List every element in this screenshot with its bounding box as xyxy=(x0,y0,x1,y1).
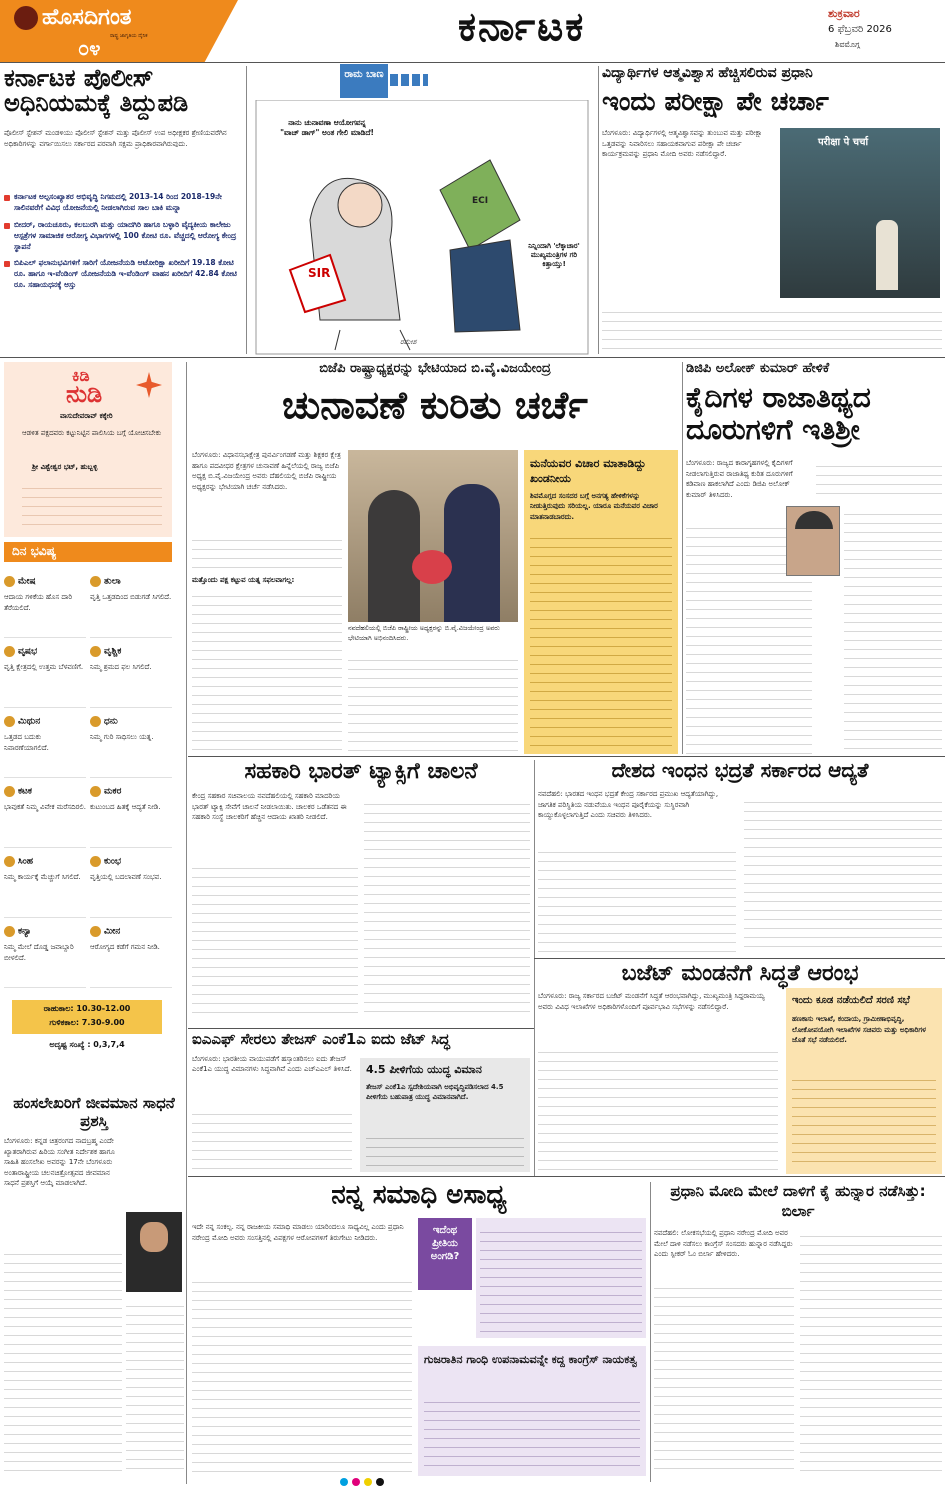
horoscope-sign-text: ಆರೋಗ್ಯದ ಕಡೆಗೆ ಗಮನ ನೀಡಿ. xyxy=(90,943,160,951)
taxi-article xyxy=(192,760,530,1026)
horoscope-sign xyxy=(90,638,172,708)
vijayendra-article xyxy=(192,362,678,754)
hamsalekha-headline[interactable]: ಹಂಸಲೇಖರಿಗೆ ಜೀವಮಾನ ಸಾಧನೆ ಪ್ರಶಸ್ತಿ xyxy=(13,1094,175,1130)
zodiac-icon xyxy=(4,856,15,867)
tejas-body: ಬೆಂಗಳೂರು: ಭಾರತೀಯ ವಾಯುಪಡೆಗೆ ಹಸ್ತಾಂತರಿಸಲು ಐದು ತೇಜಸ್ ಎಂಕೆ1ಎ ಯುದ್ಧ ವಿಮಾನಗಳು ಸಿದ್ಧವಾಗಿವೆ ಎಂದು ಎಚ್‌ಎಎಲ್ ತಿಳಿಸಿದೆ. xyxy=(192,1054,352,1074)
kidi-lines xyxy=(22,480,162,530)
taxi-headline[interactable]: ಸಹಕಾರಿ ಭಾರತ್ ಟ್ಯಾಕ್ಸಿಗೆ ಚಾಲನೆ xyxy=(244,759,478,784)
horoscope-sign-name: ವೃಶ್ಚಿಕ xyxy=(104,646,122,657)
horoscope-sign-name: ಕಟಕ xyxy=(18,786,32,797)
dgp-headline[interactable]: ಕೈದಿಗಳ ರಾಜಾತಿಥ್ಯದ ದೂರುಗಳಿಗೆ ಇತಿಶ್ರೀ xyxy=(686,380,871,446)
fuel-headline[interactable]: ದೇಶದ ಇಂಧನ ಭದ್ರತೆ ಸರ್ಕಾರದ ಆದ್ಯತೆ xyxy=(611,758,869,782)
masthead xyxy=(0,0,945,62)
taxi-body: ಕೇಂದ್ರ ಸಹಕಾರ ಸಚಿವಾಲಯ ನವದೆಹಲಿಯಲ್ಲಿ ಸಹಕಾರಿ ಮಾದರಿಯ ಭಾರತ್ ಟ್ಯಾಕ್ಸಿ ಸೇವೆಗೆ ಚಾಲನೆ ನೀಡಲಾಯಿತು. ಚಾಲಕರ ಒಡೆತನದ ಈ ಸಹಕಾರಿ ಸಂಸ್ಥೆ ಚಾಲಕರಿಗೆ ಹೆಚ್ಚಿನ ಆದಾಯ ಖಾತರಿ ನೀಡಲಿದೆ. xyxy=(192,792,347,822)
horoscope-sign-text: ನಿಮ್ಮ ಗುರಿ ಸಾಧಿಸಲು ಯತ್ನ. xyxy=(90,733,154,741)
police-bullet: ಬೀದರ್, ರಾಯಚೂರು, ಕಲಬುರಗಿ ಮತ್ತು ಯಾದಗಿರಿ ಹಾಗೂ ಬಳ್ಳಾರಿ ವೈದ್ಯಕೀಯ ಕಾಲೇಜು ಆಸ್ಪತ್ರೆಗಳ ಸಾಮಾಜಿಕ ಆರೋಗ್ಯ ವಿಭಾಗಗಳಲ್ಲಿ 100 ಕೋಟಿ ರೂ. ವೆಚ್ಚದಲ್ಲಿ ಆರೋಗ್ಯ ಕೇಂದ್ರ ಸ್ಥಾಪನೆ xyxy=(4,220,242,253)
samadhi-body: ಇದೇ ನನ್ನ ಸಂಕಲ್ಪ. ನನ್ನ ರಾಜಕೀಯ ಸಮಾಧಿ ಮಾಡಲು ಯಾರಿಂದಲೂ ಸಾಧ್ಯವಿಲ್ಲ ಎಂದು ಪ್ರಧಾನಿ ನರೇಂದ್ರ ಮೋದಿ ಅವರು ಸಂಸತ್ತಿನಲ್ಲಿ ವಿಪಕ್ಷಗಳ ಆರೋಪಗಳಿಗೆ ತಿರುಗೇಟು ನೀಡಿದರು. xyxy=(192,1223,404,1242)
budget-side-box xyxy=(786,988,942,1174)
gujarat-lines xyxy=(424,1394,640,1472)
guli-kala: ಗುಳಿಕಕಾಲ: 7.30-9.00 xyxy=(49,1018,125,1027)
dgp-body-right-2 xyxy=(844,506,942,754)
horoscope-sign xyxy=(4,568,86,638)
hamsalekha-continued-2 xyxy=(126,1298,184,1476)
horoscope-title: ದಿನ ಭವಿಷ್ಯ xyxy=(4,542,172,562)
budget-body-cont xyxy=(538,1044,778,1172)
horoscope-sign-name: ಸಿಂಹ xyxy=(18,856,34,867)
horoscope-sign-name: ಕುಂಭ xyxy=(104,856,122,867)
cartoon-tag-sir: SIR xyxy=(308,266,331,280)
newspaper-logo[interactable]: ಹೊಸದಿಗಂತ xyxy=(42,5,132,30)
horoscope-sign-text: ಕುಟುಂಬದ ಹಿತಕ್ಕೆ ಆದ್ಯತೆ ನೀಡಿ. xyxy=(90,803,161,811)
vijayendra-side-box xyxy=(524,450,678,754)
pariksha-body: ಬೆಂಗಳೂರು: ವಿದ್ಯಾರ್ಥಿಗಳಲ್ಲಿ ಆತ್ಮವಿಶ್ವಾಸವನ್ನು ತುಂಬುವ ಮತ್ತು ಪರೀಕ್ಷಾ ಒತ್ತಡವನ್ನು ನಿವಾರಿಸಲು ಸಹಾಯಕವಾಗುವ ಪರೀಕ್ಷಾ ಪೇ ಚರ್ಚಾ ಕಾರ್ಯಕ್ರಮವನ್ನು ಪ್ರಧಾನಿ ಮೋದಿ ಅವರು ನಡೆಸಲಿದ್ದಾರೆ. xyxy=(602,129,763,158)
horoscope-sign-text: ನಿಮ್ಮ ಶ್ರಮದ ಫಲ ಸಿಗಲಿದೆ. xyxy=(90,663,152,671)
vijayendra-body: ಬೆಂಗಳೂರು: ವಿಧಾನಸಭಾಕ್ಷೇತ್ರ ಪುನರ್ವಿಂಗಡಣೆ ಮತ್ತು ಶಿಕ್ಷಕರ ಕ್ಷೇತ್ರ ಹಾಗೂ ಪದವೀಧರ ಕ್ಷೇತ್ರಗಳ ಚುನಾವಣೆ ಹಿನ್ನೆಲೆಯಲ್ಲಿ ರಾಜ್ಯ ಬಿಜೆಪಿ ಅಧ್ಯಕ್ಷ ಬಿ.ವೈ.ವಿಜಯೇಂದ್ರ ಅವರು ದೆಹಲಿಯಲ್ಲಿ ಬಿಜೆಪಿ ರಾಷ್ಟ್ರೀಯ ಅಧ್ಯಕ್ಷರನ್ನು ಭೇಟಿಯಾಗಿ ಚರ್ಚೆ ನಡೆಸಿದರು. xyxy=(192,451,341,491)
kidi-nudi-box xyxy=(4,362,172,537)
horoscope-sign-name: ಮಕರ xyxy=(104,786,122,797)
horoscope-sign xyxy=(4,708,86,778)
vijayendra-subhead: ಮತ್ತೊಂದು ಪಕ್ಷ ಕಟ್ಟುವ ಯತ್ನ ಸಫಲವಾಗಲ್ಲ: xyxy=(192,576,295,584)
dgp-body: ಬೆಂಗಳೂರು: ರಾಜ್ಯದ ಕಾರಾಗೃಹಗಳಲ್ಲಿ ಕೈದಿಗಳಿಗೆ ನೀಡಲಾಗುತ್ತಿರುವ ರಾಜಾತಿಥ್ಯ ಕುರಿತ ದೂರುಗಳಿಗೆ ಕಡಿವಾಣ ಹಾಕಲಾಗಿದೆ ಎಂದು ಡಿಜಿಪಿ ಅಲೋಕ್ ಕುಮಾರ್ ತಿಳಿಸಿದರು. xyxy=(686,459,793,499)
birla-article xyxy=(654,1182,942,1482)
cartoon-drawing xyxy=(250,100,594,356)
police-bullet: ಕರ್ನಾಟಕ ಅಲ್ಪಸಂಖ್ಯಾತರ ಅಭಿವೃದ್ಧಿ ನಿಗಮದಲ್ಲಿ 2013-14 ರಿಂದ 2018-19ನೇ ಸಾಲಿನವರೆಗೆ ವಿವಿಧ ಯೋಜನೆಯಲ್ಲಿ ನೀಡಲಾಗಿರುವ ಸಾಲ ಬಾಕಿ ಮನ್ನಾ xyxy=(4,192,242,214)
budget-article xyxy=(538,962,942,1174)
cartoonist-signature: ರಮೇಶ xyxy=(400,338,417,346)
gujarat-box xyxy=(418,1346,646,1476)
zodiac-icon xyxy=(4,716,15,727)
photo-person-right xyxy=(444,484,500,622)
zodiac-icon xyxy=(90,926,101,937)
day: ಶುಕ್ರವಾರ xyxy=(828,7,860,20)
hamsalekha-continued xyxy=(4,1246,122,1476)
tejas-headline[interactable]: ಐಎಎಫ್ ಸೇರಲು ತೇಜಸ್ ಎಂಕೆ1ಎ ಐದು ಜೆಟ್ ಸಿದ್ಧ xyxy=(192,1030,450,1048)
horoscope-sign xyxy=(90,778,172,848)
horoscope-sign-text: ವೃತ್ತಿ ಒತ್ತಡದಿಂದ ಬಿಡುಗಡೆ ಸಿಗಲಿದೆ. xyxy=(90,593,172,601)
samadhi-right-lines xyxy=(480,1224,642,1334)
tejas-box-title[interactable]: 4.5 ಪೀಳಿಗೆಯ ಯುದ್ಧ ವಿಮಾನ xyxy=(366,1063,482,1076)
zodiac-icon xyxy=(90,646,101,657)
budget-box-title[interactable]: ಇಂದು ಕೂಡ ನಡೆಯಲಿದೆ ಸರಣಿ ಸಭೆ xyxy=(792,995,910,1006)
pariksha-continued-text xyxy=(602,304,942,354)
flame-logo-icon xyxy=(14,6,38,30)
cartoon-tag-eci: ECI xyxy=(472,196,489,206)
pariksha-headline[interactable]: ಇಂದು ಪರೀಕ್ಷಾ ಪೇ ಚರ್ಚಾ xyxy=(602,86,829,117)
cartoon-speech-left: ನಾನು ಚುನಾವಣಾ ಆಯೋಗವನ್ನ "ವಾಚ್ ಡಾಗ್" ಅಂತ ಗೇಲಿ ಮಾಡಿದೆ! xyxy=(280,118,374,137)
side-box-lines xyxy=(530,530,672,746)
dgp-hair xyxy=(795,511,833,529)
police-headline[interactable]: ಕರ್ನಾಟಕ ಪೊಲೀಸ್ ಅಧಿನಿಯಮಕ್ಕೆ ತಿದ್ದುಪಡಿ xyxy=(4,66,189,118)
dgp-article xyxy=(686,362,942,754)
nudi-title: ನುಡಿ xyxy=(66,380,103,408)
side-box-body: ಶಿವಮೊಗ್ಗದ ಸಂಸದರ ಬಗ್ಗೆ ಅನಗತ್ಯ ಹೇಳಿಕೆಗಳನ್ನು ನೀಡುತ್ತಿರುವುದು ಸರಿಯಲ್ಲ. ಯಾರೂ ಮನೆಯವರ ವಿಚಾರ ಮಾತನಾಡಬಾರದು. xyxy=(530,491,658,521)
kidi-body: ಆಡಳಿತ ಪಕ್ಷದವರು ಕಟ್ಟುನಿಟ್ಟಿನ ಪಾಲಿಸಿಯ ಬಗ್ಗೆ ಯೋಚಿಸಬೇಕು xyxy=(22,429,162,437)
horoscope-sign-name: ಮೇಷ xyxy=(18,576,36,587)
horoscope-sign-name: ಮಿಥುನ xyxy=(18,716,41,727)
horoscope-sign xyxy=(4,918,86,988)
dgp-body-right xyxy=(816,458,942,502)
section-title: ಕರ್ನಾಟಕ xyxy=(458,4,586,50)
vijayendra-body-cont-3 xyxy=(348,652,518,754)
dgp-kicker[interactable]: ಡಿಜಿಪಿ ಅಲೋಕ್ ಕುಮಾರ್ ಹೇಳಿಕೆ xyxy=(686,361,830,376)
horoscope-sign-text: ವೃತ್ತಿಯಲ್ಲಿ ಬದಲಾವಣೆ ಸಂಭವ. xyxy=(90,873,162,881)
horoscope-sign xyxy=(4,848,86,918)
horoscope-sign xyxy=(90,708,172,778)
horoscope-sign-text: ಆದಾಯ ಗಳಿಕೆಯ ಹೊಸ ದಾರಿ ತೆರೆಯಲಿದೆ. xyxy=(4,593,73,612)
tejas-body-cont xyxy=(192,1106,352,1170)
horoscope-sign-text: ವೃತ್ತಿ ಕ್ಷೇತ್ರದಲ್ಲಿ ಉತ್ತಮ ಬೆಳವಣಿಗೆ. xyxy=(4,663,84,671)
fuel-article xyxy=(538,760,942,956)
hamsalekha-article xyxy=(4,1094,184,1484)
birla-headline[interactable]: ಪ್ರಧಾನಿ ಮೋದಿ ಮೇಲೆ ದಾಳಿಗೆ ಕೈ ಹುನ್ನಾರ ನಡೆಸಿತ್ತು: ಬಿರ್ಲಾ xyxy=(670,1182,926,1220)
zodiac-icon xyxy=(4,786,15,797)
vijayendra-photo xyxy=(348,450,518,622)
horoscope-sign-text: ಭಾವುಕತೆ ನಿಮ್ಮ ವಿವೇಕ ಮರೆಸದಿರಲಿ. xyxy=(4,803,86,811)
pariksha-article xyxy=(602,66,942,356)
dgp-photo xyxy=(786,506,840,576)
date: 6 ಫೆಬ್ರವರಿ 2026 xyxy=(828,24,892,35)
cartoon xyxy=(250,66,594,356)
horoscope-sign-name: ವೃಷಭ xyxy=(18,646,38,657)
side-box-title[interactable]: ಮನೆಯವರ ವಿಚಾರ ಮಾತಾಡಿದ್ದು ಖಂಡನೀಯ xyxy=(530,457,646,486)
horoscope-sign-text: ನಿಮ್ಮ ಕಾರ್ಯಕ್ಕೆ ಮೆಚ್ಚುಗೆ ಸಿಗಲಿದೆ. xyxy=(4,873,81,881)
vijayendra-body-cont-2 xyxy=(192,588,342,754)
pariksha-kicker[interactable]: ವಿದ್ಯಾರ್ಥಿಗಳ ಆತ್ಮವಿಶ್ವಾಸ ಹೆಚ್ಚಿಸಲಿರುವ ಪ್ರಧಾನಿ xyxy=(602,65,813,81)
police-article xyxy=(4,66,242,356)
horoscope-sign-name: ತುಲಾ xyxy=(104,576,121,587)
zodiac-icon xyxy=(4,646,15,657)
arrow-icon xyxy=(390,74,428,86)
page-number: ೦೪ xyxy=(78,36,101,60)
horoscope-sign xyxy=(90,568,172,638)
tejas-box-body: ತೇಜಸ್ ಎಂಕೆ1ಎ ಸ್ವದೇಶಿಯವಾಗಿ ಅಭಿವೃದ್ಧಿಪಡಿಸಲಾದ 4.5 ಪೀಳಿಗೆಯ ಬಹುಪಾತ್ರ ಯುದ್ಧ ವಿಮಾನವಾಗಿದೆ. xyxy=(366,1082,504,1102)
cartoon-speech-right: ನಿನ್ನಿಂದಾಗಿ 'ಲೆಕ್ಕಾಚಾರ' ಮುಖ್ಯಮಂತ್ರಿಗಳ ಗರಿ ಕಿತ್ತಾಯ್ತು! xyxy=(528,242,580,269)
kidi-author: ವಾಸುದೇವರಾವ್ ಕಕ್ಕೇರಿ xyxy=(60,412,113,420)
tejas-article xyxy=(192,1032,530,1172)
samadhi-headline[interactable]: ನನ್ನ ಸಮಾಧಿ ಅಸಾಧ್ಯ xyxy=(331,1180,507,1210)
birla-body: ನವದೆಹಲಿ: ಲೋಕಸಭೆಯಲ್ಲಿ ಪ್ರಧಾನಿ ನರೇಂದ್ರ ಮೋದಿ ಅವರ ಮೇಲೆ ದಾಳಿ ನಡೆಸಲು ಕಾಂಗ್ರೆಸ್ ಸಂಸದರು ಹುನ್ನಾರ ನಡೆಸಿದ್ದರು ಎಂದು ಸ್ಪೀಕರ್ ಓಂ ಬಿರ್ಲಾ ಹೇಳಿದರು. xyxy=(654,1229,793,1258)
vijayendra-headline[interactable]: ಚುನಾವಣೆ ಕುರಿತು ಚರ್ಚೆ xyxy=(282,382,588,427)
tejas-box-lines xyxy=(366,1130,524,1166)
vijayendra-body-cont xyxy=(192,532,342,574)
tejas-side-box xyxy=(360,1058,530,1172)
horoscope-sign xyxy=(90,918,172,988)
zodiac-icon xyxy=(90,716,101,727)
pariksha-screen-text: परीक्षा पे चर्चा xyxy=(818,137,869,148)
taxi-body-right xyxy=(364,796,530,1020)
tagline: ರಾಷ್ಟ್ರ ಜಾಗೃತಿಯ ದೈನಿಕ xyxy=(110,33,148,39)
vijayendra-kicker[interactable]: ಬಿಜೆಪಿ ರಾಷ್ಟ್ರಾಧ್ಯಕ್ಷರನ್ನು ಭೇಟಿಯಾದ ಬಿ.ವೈ.ವಿಜಯೇಂದ್ರ xyxy=(319,361,551,376)
hamsalekha-photo xyxy=(126,1212,182,1292)
zodiac-icon xyxy=(90,576,101,587)
fuel-body-right xyxy=(744,794,942,954)
budget-box-body: ಹಣಕಾಸು ಇಲಾಖೆ, ಕಂದಾಯ, ಗ್ರಾಮೀಣಾಭಿವೃದ್ಧಿ, ಲೋಕೋಪಯೋಗಿ ಇಲಾಖೆಗಳ ಸಚಿವರು ಮತ್ತು ಅಧಿಕಾರಿಗಳ ಜೊತೆ ಸಭೆ ನಡೆಯಲಿದೆ. xyxy=(792,1015,926,1044)
fuel-body: ನವದೆಹಲಿ: ಭಾರತದ ಇಂಧನ ಭದ್ರತೆ ಕೇಂದ್ರ ಸರ್ಕಾರದ ಪ್ರಮುಖ ಆದ್ಯತೆಯಾಗಿದ್ದು, ಜಾಗತಿಕ ಪರಿಸ್ಥಿತಿಯ ನಡುವೆಯೂ ಇಂಧನ ಪೂರೈಕೆಯನ್ನು ಸುಸ್ಥಿರವಾಗಿ ಕಾಯ್ದುಕೊಳ್ಳಲಾಗುತ್ತಿದೆ ಎಂದು ಸಚಿವರು ತಿಳಿಸಿದರು. xyxy=(538,790,719,819)
budget-body: ಬೆಂಗಳೂರು: ರಾಜ್ಯ ಸರ್ಕಾರದ ಬಜೆಟ್ ಮಂಡನೆಗೆ ಸಿದ್ಧತೆ ಆರಂಭವಾಗಿದ್ದು, ಮುಖ್ಯಮಂತ್ರಿ ಸಿದ್ದರಾಮಯ್ಯ ಅವರು ವಿವಿಧ ಇಲಾಖೆಗಳ ಅಧಿಕಾರಿಗಳೊಂದಿಗೆ ಪೂರ್ವಭಾವಿ ಸಭೆಗಳನ್ನು ನಡೆಸಲಿದ್ದಾರೆ. xyxy=(538,992,765,1011)
budget-headline[interactable]: ಬಜೆಟ್ ಮಂಡನೆಗೆ ಸಿದ್ಧತೆ ಆರಂಭ xyxy=(621,961,859,986)
kidi-title: ಕಿಡಿ xyxy=(72,366,90,385)
kidi-quote: ಶ್ರೀ ವಿಶ್ವೇಶ್ವರ ಭಟ್, ಹುಬ್ಬಳ್ಳಿ xyxy=(32,463,98,471)
birla-body-cont xyxy=(654,1280,794,1476)
taxi-body-cont xyxy=(192,860,358,1020)
horoscope-sign-text: ನಿಮ್ಮ ಮೇಲೆ ದೊಡ್ಡ ಜವಾಬ್ದಾರಿ ಬೀಳಲಿದೆ. xyxy=(4,943,74,962)
city: ಶಿವಮೊಗ್ಗ xyxy=(835,40,860,49)
police-bullets xyxy=(4,192,242,291)
spark-icon xyxy=(136,372,162,398)
horoscope-grid xyxy=(4,568,172,988)
horoscope-sign xyxy=(4,778,86,848)
horoscope-sign xyxy=(4,638,86,708)
horoscope-sign-text: ಒತ್ತಡದ ಬದುಕು ನಿವಾರಣೆಯಾಗಲಿದೆ. xyxy=(4,733,49,752)
gujarat-title[interactable]: ಗುಜರಾತಿನ ಗಾಂಧಿ ಉಪನಾಮವನ್ನೇ ಕದ್ದ ಕಾಂಗ್ರೆಸ್ ನಾಯಕತ್ವ xyxy=(424,1353,637,1366)
budget-box-lines xyxy=(792,1072,936,1168)
horoscope-sign xyxy=(90,848,172,918)
vijayendra-caption: ನವದೆಹಲಿಯಲ್ಲಿ ಬಿಜೆಪಿ ರಾಷ್ಟ್ರೀಯ ಅಧ್ಯಕ್ಷರನ್ನು ಬಿ.ವೈ.ವಿಜಯೇಂದ್ರ ಅವರು ಭೇಟಿಯಾಗಿ ಅಭಿನಂದಿಸಿದರು. xyxy=(348,624,500,642)
horoscope-sign-name: ಧನು xyxy=(104,716,118,727)
zodiac-icon xyxy=(90,856,101,867)
horoscope-sign-name: ಮೀನ xyxy=(104,926,121,937)
samadhi-article xyxy=(192,1182,646,1482)
birla-body-right xyxy=(800,1228,942,1476)
photo-bouquet xyxy=(412,550,452,584)
pariksha-podium xyxy=(876,220,898,290)
zodiac-icon xyxy=(4,926,15,937)
rama-bana-label: ರಾಮ ಬಾಣ xyxy=(344,69,384,80)
lucky-number: ಅದೃಷ್ಟ ಸಂಖ್ಯೆ : 0,3,7,4 xyxy=(49,1040,125,1049)
pariksha-photo xyxy=(780,128,940,298)
hamsalekha-body: ಬೆಂಗಳೂರು: ಕನ್ನಡ ಚಿತ್ರರಂಗದ ನಾದಬ್ರಹ್ಮ ಎಂದೇ ಖ್ಯಾತರಾಗಿರುವ ಹಿರಿಯ ಸಂಗೀತ ನಿರ್ದೇಶಕ ಹಾಗೂ ಸಾಹಿತಿ ಹಂಸಲೇಖ ಅವರನ್ನು 17ನೇ ಬೆಂಗಳೂರು ಅಂತಾರಾಷ್ಟ್ರೀಯ ಚಲನಚಿತ್ರೋತ್ಸವದ ಜೀವಮಾನ ಸಾಧನೆ ಪ್ರಶಸ್ತಿಗೆ ಆಯ್ಕೆ ಮಾಡಲಾಗಿದೆ. xyxy=(4,1137,115,1187)
fuel-body-cont xyxy=(538,844,736,954)
police-body: ಪೊಲೀಸ್ ಸ್ಟೇಶನ್ ಮಂಡಳಿಯು ಪೊಲೀಸ್ ಸ್ಟೇಶನ್ ಮತ್ತು ಪೊಲೀಸ್ ಉಪ ಅಧೀಕ್ಷಕರ ಶ್ರೇಣಿಯವರೆಗಿನ ಅಧಿಕಾರಿಗಳನ್ನು ವರ್ಗಾಯಿಸಲು ಸರ್ಕಾರದ ಪರವಾಗಿ ಸಕ್ಷಮ ಪ್ರಾಧಿಕಾರವಾಗಿರುವುದು. xyxy=(4,129,227,148)
photo-person-left xyxy=(368,490,420,622)
samadhi-body-cont xyxy=(192,1274,412,1474)
registration-marks xyxy=(340,1478,400,1486)
horoscope xyxy=(4,542,172,1094)
police-bullet: ಬಿಪಿಎಲ್ ಫಲಾನುಭವಿಗಳಿಗೆ ಸಾರಿಗೆ ಯೋಜನೆಯಡಿ ಆಟೋರಿಕ್ಷಾ ಖರೀದಿಗೆ 19.18 ಕೋಟಿ ರೂ. ಹಾಗೂ ಇ-ವೆಂಡಿಂಗ್ ಯೋಜನೆಯಡಿ ಇ-ವೆಂಡಿಂಗ್ ವಾಹನ ಖರೀದಿಗೆ 42.84 ಕೋಟಿ ರೂ. ಸಹಾಯಧನಕ್ಕೆ ಅಸ್ತು xyxy=(4,258,242,291)
zodiac-icon xyxy=(90,786,101,797)
rahu-kala: ರಾಹುಕಾಲ: 10.30-12.00 xyxy=(43,1004,131,1013)
horoscope-sign-name: ಕನ್ಯಾ xyxy=(18,926,32,937)
samadhi-question[interactable]: ಇದೆಂಥ ಪ್ರೀತಿಯ ಅಂಗಡಿ? xyxy=(430,1225,460,1262)
hamsalekha-face xyxy=(140,1222,168,1252)
zodiac-icon xyxy=(4,576,15,587)
